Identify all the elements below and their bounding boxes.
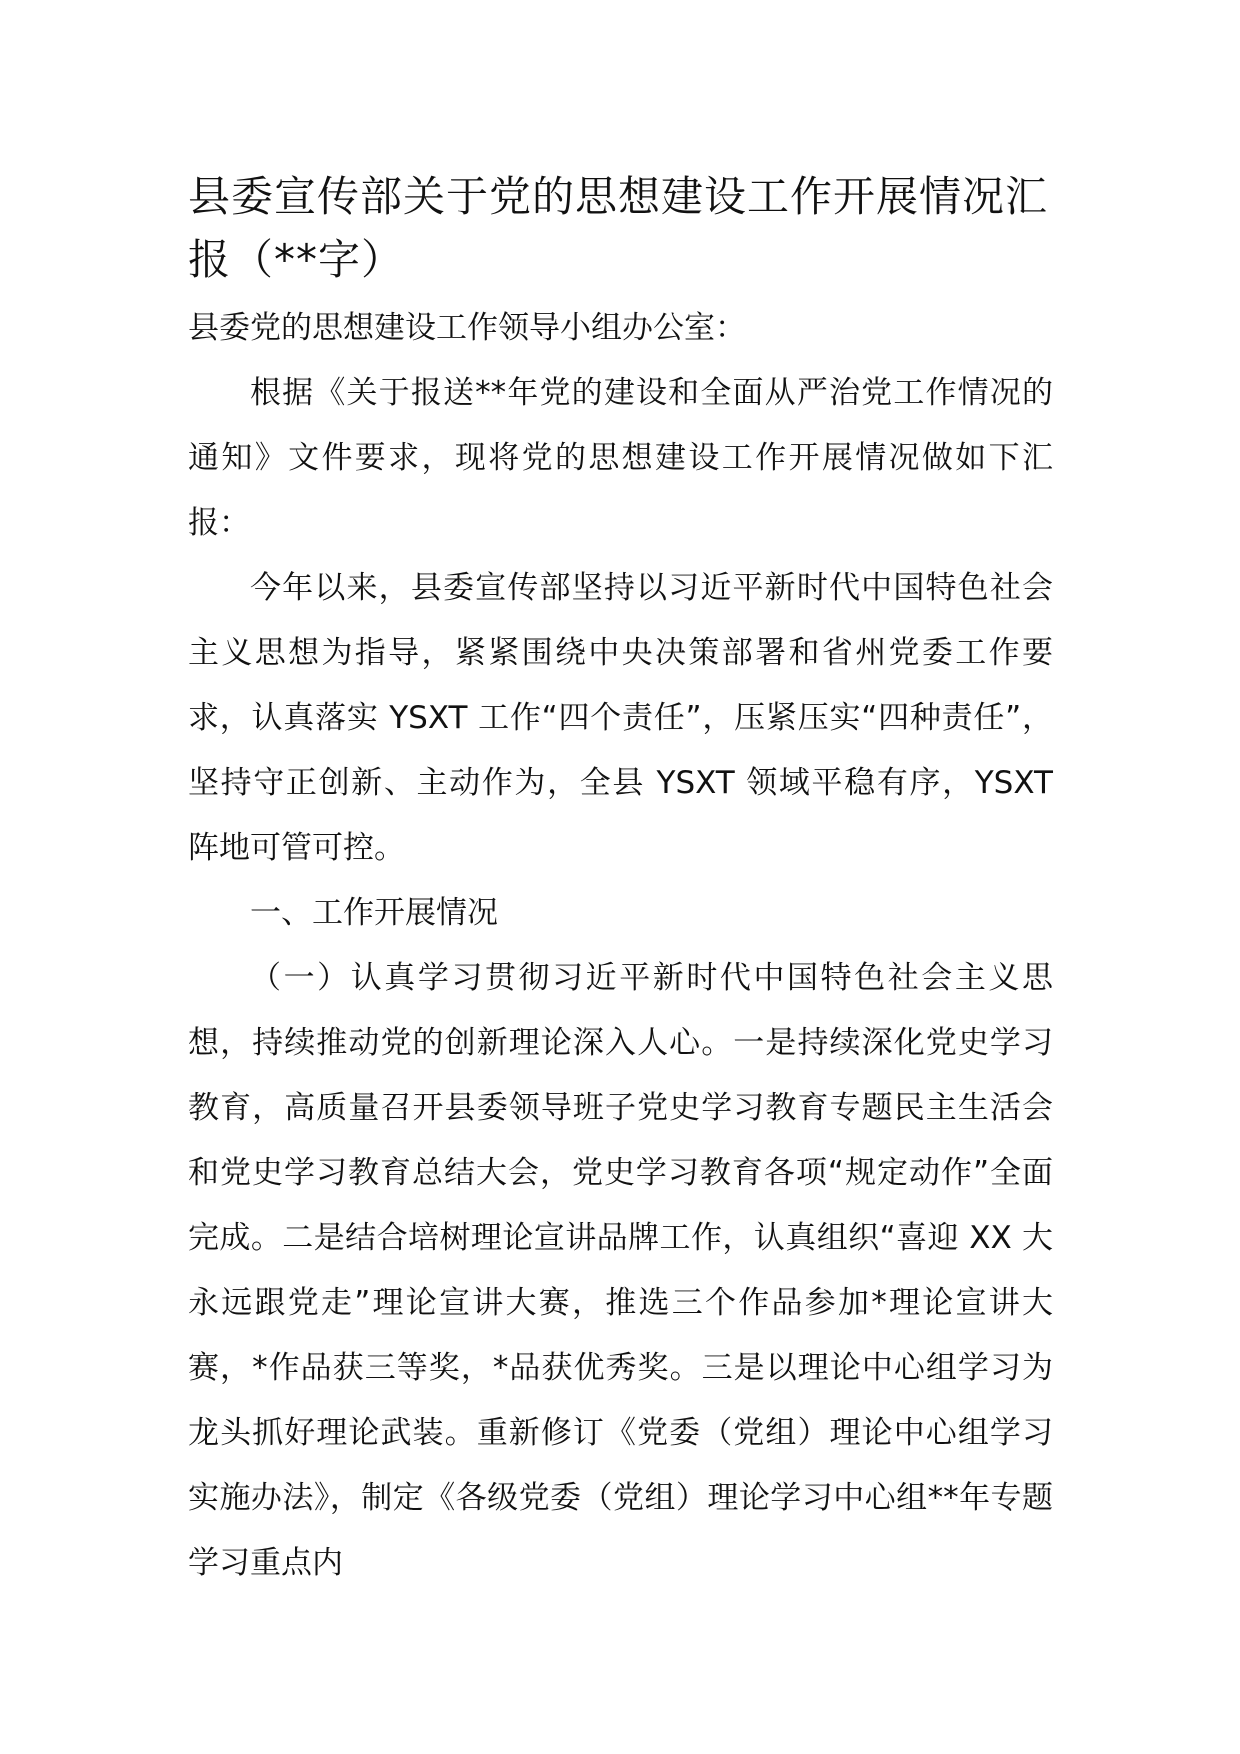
salutation: 县委党的思想建设工作领导小组办公室： <box>188 310 746 346</box>
summary-paragraph: 今年以来，县委宣传部坚持以习近平新时代中国特色社会主义思想为指导，紧紧围绕中央决策部署和省州党委工作要求，认真落实 YSXT 工作“四个责任”，压紧压实“四种责任”，坚持守正创新、主动作为，全县 YSXT 领域平稳有序，YSXT 阵地可管可控。 <box>188 570 1053 866</box>
document-body <box>188 296 1053 1596</box>
section-heading: 一、工作开展情况 <box>250 895 498 931</box>
subsection-paragraph: （一）认真学习贯彻习近平新时代中国特色社会主义思想，持续推动党的创新理论深入人心。一是持续深化党史学习教育，高质量召开县委领导班子党史学习教育专题民主生活会和党史学习教育总结大会，党史学习教育各项“规定动作”全面完成。二是结合培树理论宣讲品牌工作，认真组织“喜迎 XX 大永远跟党走”理论宣讲大赛，推选三个作品参加*理论宣讲大赛，*作品获三等奖，*品获优秀奖。三是以理论中心组学习为龙头抓好理论武装。重新修订《党委（党组）理论中心组学习实施办法》，制定《各级党委（党组）理论学习中心组**年专题学习重点内 <box>188 960 1053 1581</box>
document-title: 县委宣传部关于党的思想建设工作开展情况汇报（**字） <box>188 172 1049 284</box>
intro-paragraph: 根据《关于报送**年党的建设和全面从严治党工作情况的通知》文件要求，现将党的思想建设工作开展情况做如下汇报： <box>188 375 1053 541</box>
